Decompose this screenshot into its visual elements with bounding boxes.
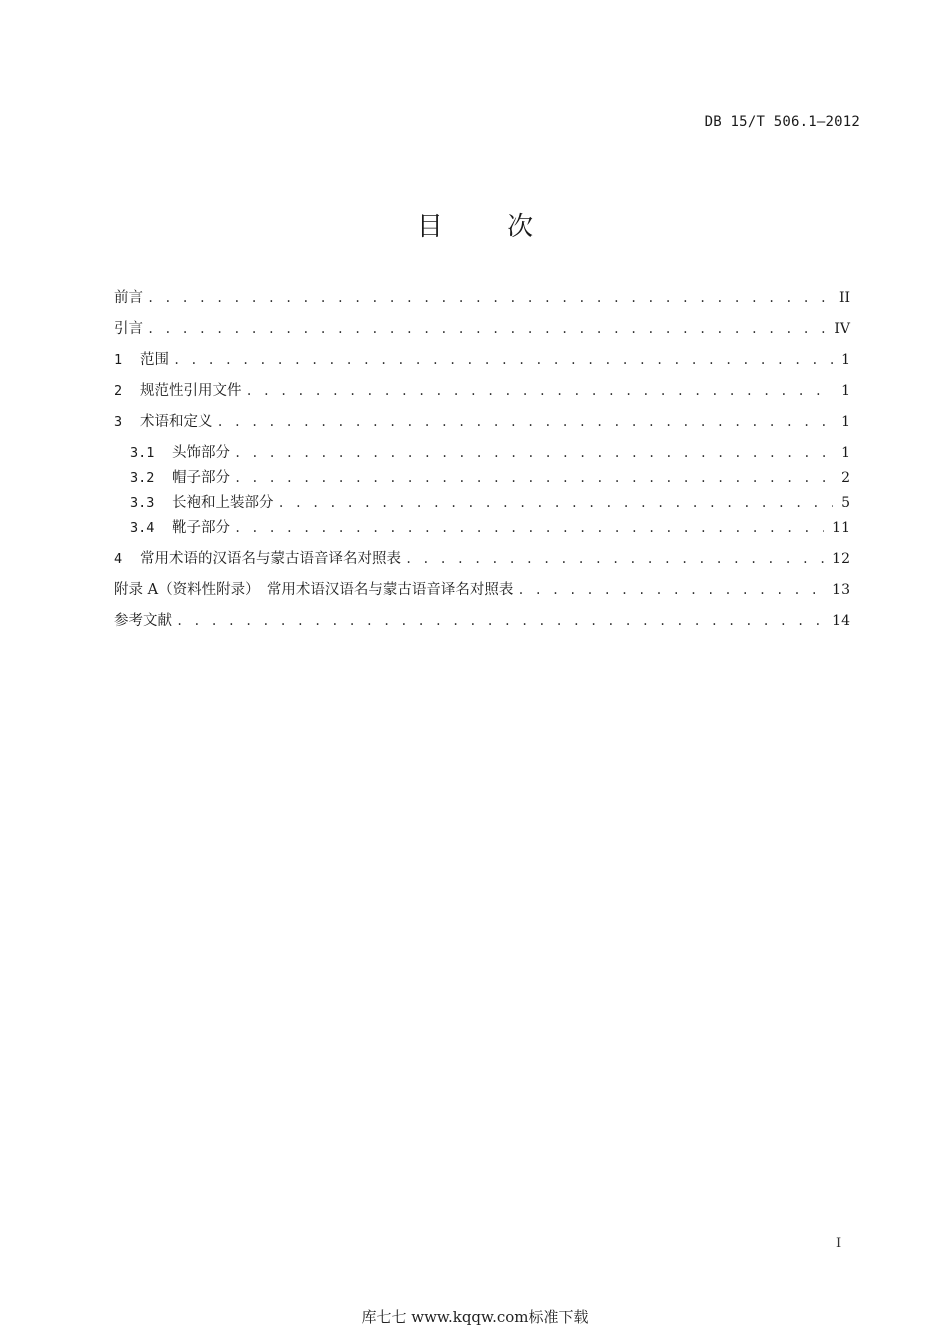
toc-entry-number: 3.2 <box>130 470 155 486</box>
dot-leader <box>217 412 834 432</box>
toc-entry-page: 13 <box>832 582 850 598</box>
dot-leader <box>173 350 833 370</box>
toc-entry-scope[interactable] <box>114 350 850 370</box>
toc-entry-number: 2 <box>114 383 123 399</box>
toc-entry-label: 附录 A（资料性附录） 常用术语汉语名与蒙古语音译名对照表 <box>114 582 514 598</box>
toc-entry-page: 5 <box>841 495 850 511</box>
dot-leader <box>147 288 831 308</box>
toc-entry-number: 3.1 <box>130 445 155 461</box>
dot-leader <box>176 611 824 631</box>
toc-entry-number: 3.4 <box>130 520 155 536</box>
dot-leader <box>234 518 824 538</box>
standard-code: DB 15/T 506.1—2012 <box>704 114 860 130</box>
dot-leader <box>246 381 834 401</box>
toc-entry-label: 帽子部分 <box>172 470 230 486</box>
toc-entry-appendix-a[interactable] <box>114 580 850 600</box>
toc-entry-page: 1 <box>841 445 850 461</box>
toc-entry-label: 术语和定义 <box>140 414 213 430</box>
toc-title: 目 次 <box>416 212 562 242</box>
toc-entry-robes[interactable] <box>130 493 850 513</box>
toc-entry-terms-definitions[interactable] <box>114 412 850 432</box>
toc-entry-page: 1 <box>841 352 850 368</box>
dot-leader <box>147 319 826 339</box>
toc-entry-page: II <box>838 290 850 306</box>
toc-entry-number: 3 <box>114 414 123 430</box>
toc-entry-page: 1 <box>841 383 850 399</box>
dot-leader <box>517 580 824 600</box>
toc-entry-label: 引言 <box>114 321 143 337</box>
toc-entry-page: 11 <box>832 520 850 536</box>
toc-entry-bibliography[interactable] <box>114 611 850 631</box>
dot-leader <box>278 493 834 513</box>
dot-leader <box>405 549 824 569</box>
toc-entry-label: 长袍和上装部分 <box>172 495 274 511</box>
toc-entry-page: 2 <box>841 470 850 486</box>
toc-entry-hats[interactable] <box>130 468 850 488</box>
dot-leader <box>234 443 833 463</box>
toc-entry-normative-references[interactable] <box>114 381 850 401</box>
toc-entry-label: 头饰部分 <box>172 445 230 461</box>
footer-watermark: 库七七 www.kqqw.com标准下载 <box>361 1308 589 1326</box>
toc-entry-page: 1 <box>841 414 850 430</box>
toc-entry-term-table[interactable] <box>114 549 850 569</box>
page-number: I <box>836 1236 842 1251</box>
toc-entry-label: 靴子部分 <box>172 520 230 536</box>
toc-entry-page: 14 <box>832 613 850 629</box>
toc-entry-headwear[interactable] <box>130 443 850 463</box>
toc-entry-introduction[interactable] <box>114 319 850 339</box>
toc-entry-number: 3.3 <box>130 495 155 511</box>
toc-entry-number: 1 <box>114 352 123 368</box>
toc-entry-page: IV <box>834 321 850 337</box>
toc-entry-label: 参考文献 <box>114 613 172 629</box>
dot-leader <box>234 468 833 488</box>
toc-entry-boots[interactable] <box>130 518 850 538</box>
toc-entry-label: 范围 <box>140 352 169 368</box>
toc-entry-label: 规范性引用文件 <box>140 383 242 399</box>
toc-entry-page: 12 <box>832 551 850 567</box>
toc-entry-label: 前言 <box>114 290 143 306</box>
toc-entry-label: 常用术语的汉语名与蒙古语音译名对照表 <box>140 551 401 567</box>
toc-entry-foreword[interactable] <box>114 288 850 308</box>
toc-entry-number: 4 <box>114 551 123 567</box>
